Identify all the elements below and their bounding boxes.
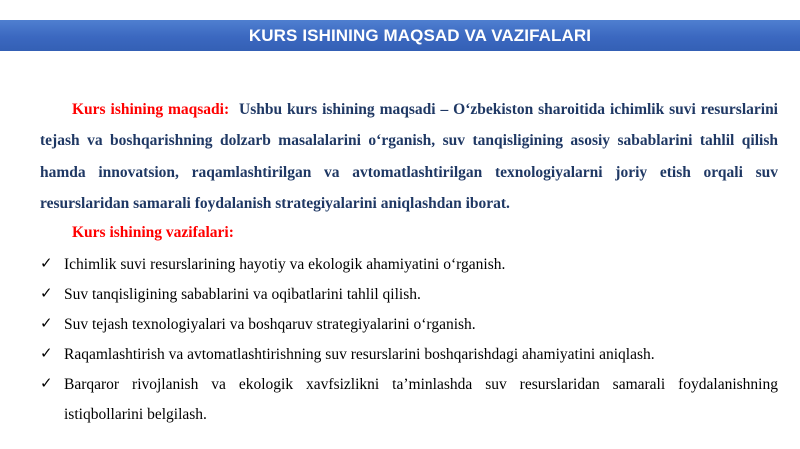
list-item xyxy=(40,280,778,310)
tasks-heading: Kurs ishining vazifalari: xyxy=(72,224,234,241)
title-bar xyxy=(0,20,800,51)
goal-label: Kurs ishining maqsadi: xyxy=(72,101,230,118)
task-text: Barqaror rivojlanish va ekologik xavfsizlikni ta’minlashda suv resurslaridan samarali foydalanishning istiqbollarini belgilash. xyxy=(64,376,778,423)
goal-paragraph xyxy=(40,94,778,219)
checkmark-icon: ✓ xyxy=(40,254,53,272)
task-text: Raqamlashtirish va avtomatlashtirishning suv resurslarini boshqarishdagi ahamiyatini aniqlash. xyxy=(64,346,655,363)
task-text: Ichimlik suvi resurslarining hayotiy va ekologik ahamiyatini o‘rganish. xyxy=(64,256,506,273)
checkmark-icon: ✓ xyxy=(40,344,53,362)
goal-text: Ushbu kurs ishining maqsadi – O‘zbekiston sharoitida ichimlik suvi resurslarini tejash va boshqarishning dolzarb masalalarini o‘rganish, suv tanqisligining asosiy sabablarini tahlil qilish hamda innovatsion, raqamlashtirilgan va avtomatlashtirilgan texnologiyalarni joriy etish orqali suv resurslaridan samarali foydalanish strategiyalarini aniqlashdan iborat. xyxy=(40,101,778,212)
task-text: Suv tejash texnologiyalari va boshqaruv strategiyalarini o‘rganish. xyxy=(64,316,476,333)
list-item xyxy=(40,250,778,280)
list-item xyxy=(40,310,778,340)
task-text: Suv tanqisligining sabablarini va oqibatlarini tahlil qilish. xyxy=(64,286,421,303)
checkmark-icon: ✓ xyxy=(40,374,53,392)
list-item xyxy=(40,370,778,430)
slide-title: KURS ISHINING MAQSAD VA VAZIFALARI xyxy=(248,25,592,45)
checkmark-icon: ✓ xyxy=(40,284,53,302)
list-item xyxy=(40,340,778,370)
checkmark-icon: ✓ xyxy=(40,314,53,332)
task-list xyxy=(40,250,778,430)
